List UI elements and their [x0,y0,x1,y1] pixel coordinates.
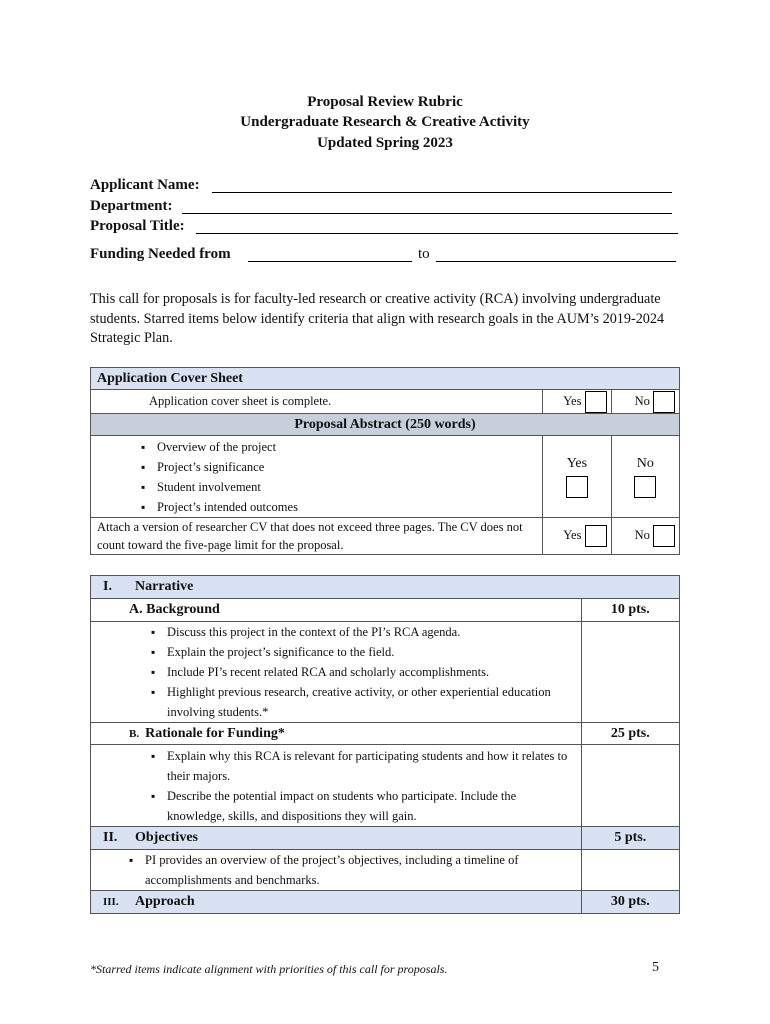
rationale-items-cell [91,745,582,827]
background-label: A. Background [91,599,582,622]
abstract-yes-label: Yes [566,455,588,471]
list-item: ▪ Project’s significance [141,457,536,477]
list-item: ▪ Project’s intended outcomes [141,497,536,517]
cover-complete-text: Application cover sheet is complete. [91,390,543,414]
cv-yes-checkbox[interactable] [585,525,607,547]
abstract-yes-cell [543,436,611,518]
intro-paragraph: This call for proposals is for faculty-led research or creative activity (RCA) involving undergraduate students. Starred items below identify criteria that align with research goals in the AUM’s 2019-2024 Strategic Plan. [90,291,665,346]
objectives-num: II. [103,830,118,845]
cover-yes-label: Yes [563,393,582,408]
proposal-title-line[interactable] [196,233,678,234]
background-items-cell [91,622,582,723]
funding-to-line[interactable] [436,261,676,262]
approach-header [91,891,582,914]
applicant-name-label: Applicant Name: [90,177,200,193]
cover-sheet-header: Application Cover Sheet [91,368,680,390]
funding-from-line[interactable] [248,261,412,262]
cover-no-cell [611,390,679,414]
list-item: ▪ Explain the project’s significance to the field. [151,642,575,662]
narrative-header [91,576,680,599]
department-label: Department: [90,198,173,214]
abstract-no-cell [611,436,679,518]
cv-no-checkbox[interactable] [653,525,675,547]
cv-yes-label: Yes [563,527,582,542]
department-line[interactable] [182,213,672,214]
cv-no-label: No [634,527,650,542]
approach-num: III. [103,896,119,908]
approach-pts: 30 pts. [581,891,679,914]
funding-to-label: to [418,246,430,262]
approach-label: Approach [135,894,195,909]
rationale-score-cell[interactable] [581,745,679,827]
list-item: ▪ Overview of the project [141,437,536,457]
doc-title: Proposal Review Rubric [307,94,463,110]
list-item: ▪ Discuss this project in the context of the PI’s RCA agenda. [151,622,575,642]
rationale-num: B. [129,727,140,740]
footnote: *Starred items indicate alignment with priorities of this call for proposals. [90,962,448,976]
narrative-num: I. [103,579,112,594]
narrative-table [90,575,680,914]
narrative-label: Narrative [135,579,194,594]
abstract-items-cell [91,436,543,518]
rationale-label: Rationale for Funding* [145,725,285,741]
page-number: 5 [652,960,659,975]
objectives-pts: 5 pts. [581,827,679,850]
cover-no-label: No [634,393,650,408]
list-item: ▪ Explain why this RCA is relevant for participating students and how it relates to their majors. [151,746,575,786]
cv-text: Attach a version of researcher CV that does not exceed three pages. The CV does not count toward the five-page limit for the proposal. [91,518,543,555]
cover-yes-checkbox[interactable] [585,391,607,413]
doc-subtitle: Undergraduate Research & Creative Activity [240,114,530,130]
objectives-label: Objectives [135,830,198,845]
applicant-name-line[interactable] [212,192,672,193]
objectives-header [91,827,582,850]
cover-no-checkbox[interactable] [653,391,675,413]
cover-yes-cell [543,390,611,414]
abstract-header: Proposal Abstract (250 words) [91,414,680,436]
list-item: ▪ Highlight previous research, creative activity, or other experiential education involving students.* [151,682,575,722]
list-item: ▪ Student involvement [141,477,536,497]
list-item: ▪ Include PI’s recent related RCA and scholarly accomplishments. [151,662,575,682]
rationale-pts: 25 pts. [581,723,679,745]
list-item: ▪ Describe the potential impact on students who participate. Include the knowledge, skills, and dispositions they will gain. [151,786,575,826]
doc-updated: Updated Spring 2023 [317,135,453,151]
background-pts: 10 pts. [581,599,679,622]
background-score-cell[interactable] [581,622,679,723]
cv-yes-cell [543,518,611,555]
objectives-score-cell[interactable] [581,850,679,891]
abstract-yes-checkbox[interactable] [566,476,588,498]
abstract-no-label: No [636,455,654,471]
objectives-items-cell [91,850,582,891]
abstract-no-checkbox[interactable] [634,476,656,498]
proposal-title-label: Proposal Title: [90,218,185,234]
rationale-header [91,723,582,745]
cv-no-cell [611,518,679,555]
list-item: ▪ PI provides an overview of the project’s objectives, including a timeline of accomplishments and benchmarks. [129,850,575,890]
funding-from-label: Funding Needed from [90,246,231,262]
cover-sheet-table [90,367,680,555]
